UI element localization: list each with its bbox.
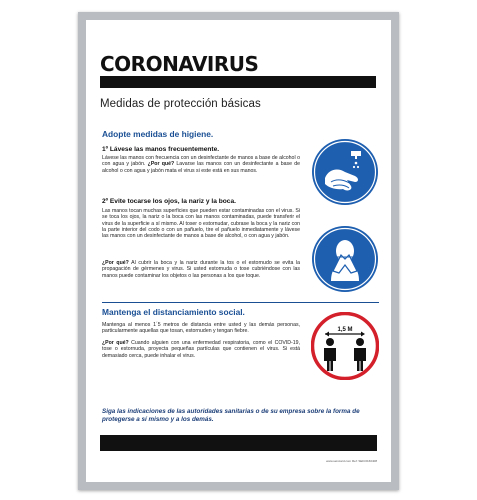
- distance-label: 1,5 M: [337, 327, 353, 333]
- item1-heading: 1º Lávese las manos frecuentemente.: [102, 146, 220, 153]
- distance-why-text: ¿Por qué? Cuando alguien con una enfermedad respiratoria, como el COVID-19, tose o estornuda, proyecta pequeñas partículas que contienen el virus. Si está demasiado cerca, puede inhalar el virus.: [102, 340, 300, 359]
- item2-heading: 2º Evite tocarse los ojos, la nariz y la boca.: [102, 198, 236, 205]
- poster-sheet: [86, 20, 391, 482]
- face-cover-icon: [311, 225, 379, 293]
- section-divider: [102, 302, 379, 303]
- title-bar: [100, 76, 376, 88]
- social-distance-icon: [311, 312, 379, 380]
- section-hygiene-heading: Adopte medidas de higiene.: [102, 129, 214, 139]
- footer-note: Siga las indicaciones de las autoridades sanitarias o de su empresa sobre la forma de protegerse a sí mismo y a los demás.: [102, 408, 360, 423]
- bottom-bar: [100, 435, 377, 451]
- distance-text: Mantenga al menos 1´5 metros de distancia entre usted y las demás personas, particularmente aquellas que tosan, estornuden y tengan fiebre.: [102, 322, 300, 335]
- item1-text: Lávese las manos con frecuencia con un desinfectante de manos a base de alcohol o con agua y jabón. ¿Por qué? Lavarse las manos con un desinfectante a base de alcohol o con agua y jabón mata el virus si este está en sus manos.: [102, 155, 300, 174]
- handwash-icon: [311, 138, 379, 206]
- section-distance-heading: Mantenga el distanciamiento social.: [102, 307, 245, 317]
- item2-text: Las manos tocan muchas superficies que pueden estar contaminadas con el virus. Si se toca los ojos, la nariz o la boca con las manos contaminadas, puede transferir el virus de la superficie a sí mismo. Al toser o estornudar, cubrase la boca y la nariz con la parte interior del codo o con un pañuelo, tire el pañuelo inmediatamente y lávese las manos con un desinfectante de manos a base de alcohol, o con agua y jabón.: [102, 208, 300, 240]
- poster-subtitle: Medidas de protección básicas: [100, 98, 261, 110]
- reference-text: www.seincard.com Ref: SEIC0160408: [326, 459, 377, 463]
- poster-title: CORONAVIRUS: [100, 52, 259, 76]
- item2-why-text: ¿Por qué? Al cubrir la boca y la nariz durante la tos o el estornudo se evita la propagación de gérmenes y virus. Si usted estornuda o tose cubriéndose con las manos puede contaminar los objetos o las personas a los que toque.: [102, 260, 300, 279]
